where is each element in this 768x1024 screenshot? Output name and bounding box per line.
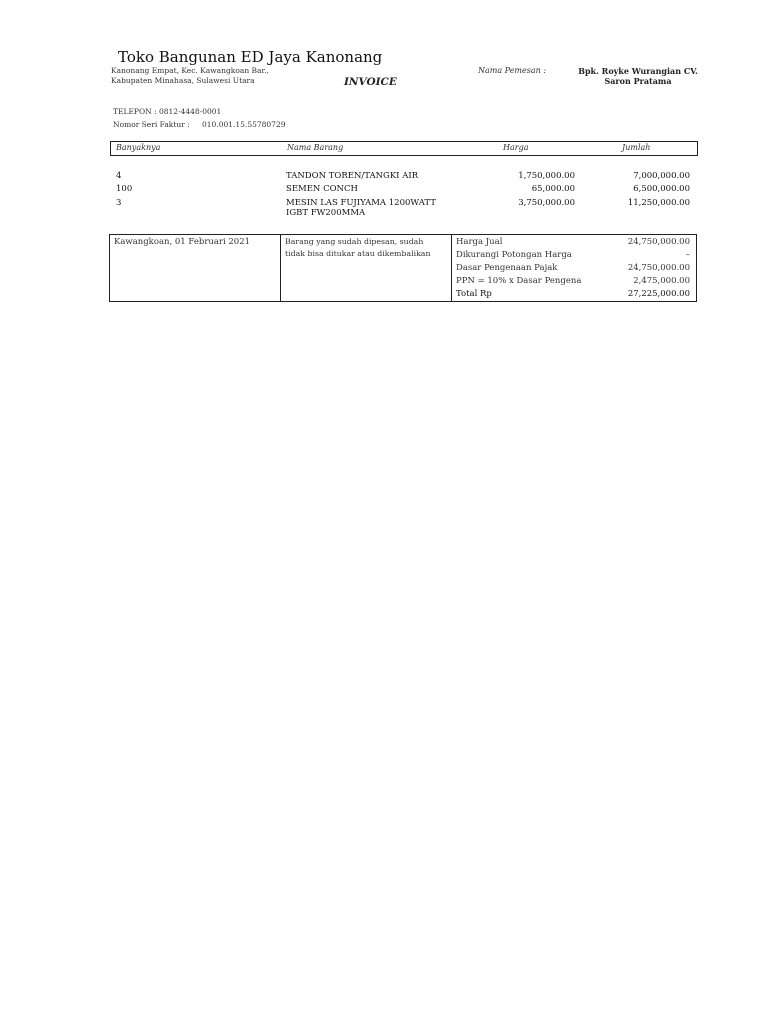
footer-divider xyxy=(451,234,452,302)
summary-label: Dasar Pengenaan Pajak xyxy=(456,263,558,273)
company-name: Toko Bangunan ED Jaya Kanonang xyxy=(118,48,383,66)
company-address-line1: Kanonang Empat, Kec. Kawangkoan Bar., xyxy=(111,66,270,75)
summary-label: Total Rp xyxy=(456,289,492,299)
row-price: 3,750,000.00 xyxy=(518,198,575,208)
header-quantity: Banyaknya xyxy=(116,143,161,152)
summary-value: 27,225,000.00 xyxy=(627,289,690,299)
header-item-name: Nama Barang xyxy=(287,143,344,152)
company-phone: TELEPON : 0812-4448-0001 xyxy=(113,107,222,116)
summary-value: 24,750,000.00 xyxy=(627,263,690,273)
note-line1: Barang yang sudah dipesan, sudah xyxy=(285,237,424,246)
row-item: SEMEN CONCH xyxy=(286,184,358,194)
footer-divider xyxy=(280,234,281,302)
company-address-line2: Kabupaten Minahasa, Sulawesi Utara xyxy=(111,76,255,85)
header-price: Harga xyxy=(503,143,529,152)
buyer-name-line2: Saron Pratama xyxy=(604,76,672,86)
summary-label: Dikurangi Potongan Harga xyxy=(456,250,572,260)
header-amount: Jumlah xyxy=(622,143,651,152)
note-line2: tidak bisa ditukar atau dikembalikan xyxy=(285,249,431,258)
row-item: MESIN LAS FUJIYAMA 1200WATT xyxy=(286,198,436,208)
row-item-continued: IGBT FW200MMA xyxy=(286,208,366,218)
row-amount: 6,500,000.00 xyxy=(633,184,690,194)
row-amount: 7,000,000.00 xyxy=(633,171,690,181)
summary-value: 2,475,000.00 xyxy=(633,276,690,286)
document-title: INVOICE xyxy=(344,76,397,88)
row-qty: 4 xyxy=(116,171,122,181)
summary-value: 24,750,000.00 xyxy=(627,237,690,247)
row-amount: 11,250,000.00 xyxy=(627,198,690,208)
summary-label: PPN = 10% x Dasar Pengena xyxy=(456,276,582,286)
row-qty: 3 xyxy=(116,198,122,208)
row-price: 1,750,000.00 xyxy=(518,171,575,181)
buyer-label: Nama Pemesan : xyxy=(478,66,547,75)
summary-label: Harga Jual xyxy=(456,237,503,247)
place-date: Kawangkoan, 01 Februari 2021 xyxy=(114,237,251,247)
table-header-box xyxy=(110,141,698,156)
buyer-name-line1: Bpk. Royke Wurangian CV. xyxy=(578,66,698,76)
summary-value: – xyxy=(685,250,690,260)
row-price: 65,000.00 xyxy=(531,184,575,194)
invoice-number: 010.001.15.55780729 xyxy=(202,120,286,129)
invoice-number-label: Nomor Seri Faktur : xyxy=(113,120,190,129)
row-item: TANDON TOREN/TANGKI AIR xyxy=(286,171,419,181)
row-qty: 100 xyxy=(116,184,133,194)
